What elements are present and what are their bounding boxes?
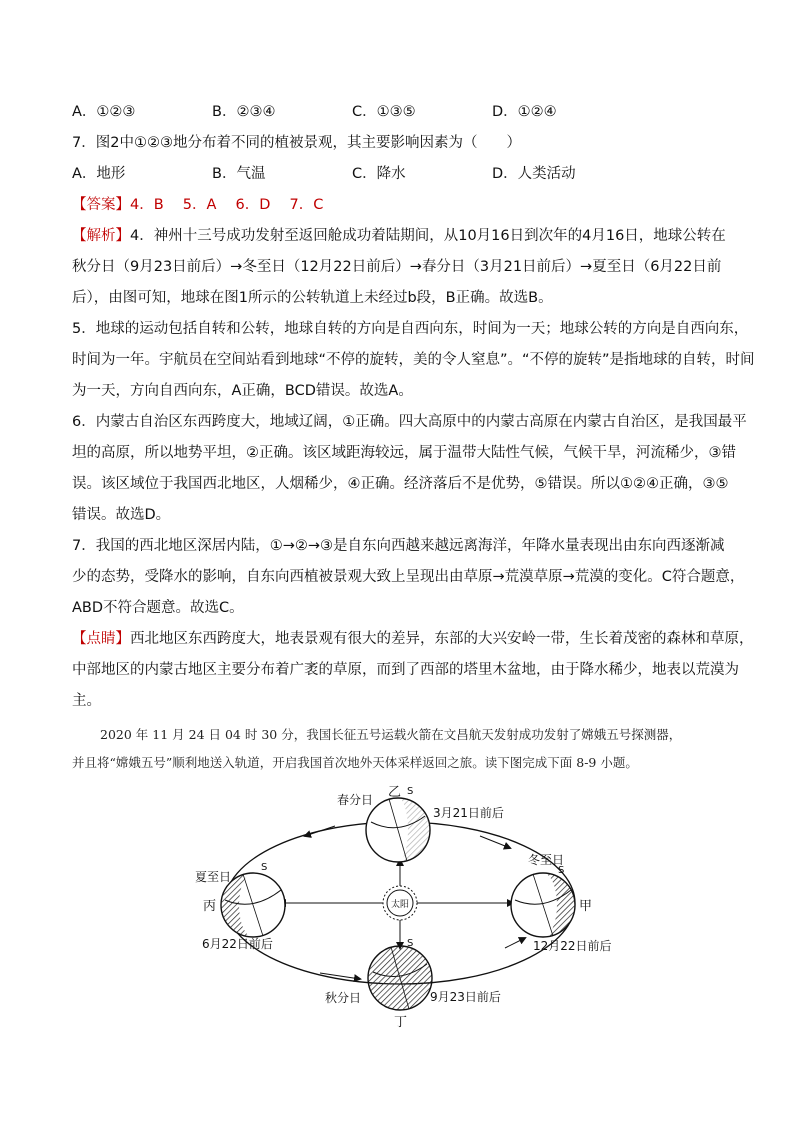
q6-option-d: D．①②④ (492, 104, 557, 120)
q6-option-a: A．①②③ (72, 104, 136, 120)
analysis-p5-line-1: 5．地球的运动包括自转和公转，地球自转的方向是自西向东，时间为一天；地球公转的方向是自西向东， (72, 321, 749, 337)
earth-orbit-diagram (185, 780, 625, 1030)
comment-line-3: 主。 (72, 693, 101, 709)
spring-date: 3月21日前后 (433, 806, 504, 820)
analysis-p6-line-2: 坦的高原，所以地势平坦，②正确。该区域距海较远，属于温带大陆性气候，气候干旱，河流稀少，③错 (72, 445, 736, 461)
intro-line-1: 2020 年 11 月 24 日 04 时 30 分，我国长征五号运载火箭在文昌航天发射成功发射了嫦娥五号探测器， (100, 727, 682, 742)
autumn-pole: S (407, 938, 414, 949)
analysis-line-1 (72, 226, 726, 246)
winter-name: 冬至日 (528, 853, 565, 867)
q7-option-b: B．气温 (212, 166, 266, 182)
summer-date: 6月22日前后 (202, 937, 273, 951)
q7-option-d: D．人类活动 (492, 166, 576, 182)
comment-text-1: 西北地区东西跨度大，地表景观有很大的差异，东部的大兴安岭一带，生长着茂密的森林和草原， (130, 631, 754, 647)
winter-pole: S (558, 865, 565, 876)
comment-line-1 (72, 629, 754, 649)
analysis-p7-line-1: 7．我国的西北地区深居内陆，①→②→③是自东向西越来越远离海洋，年降水量表现出由东向西逐渐减 (72, 538, 725, 554)
answer-tag: 【答案】 (72, 197, 130, 213)
spring-name: 春分日 (337, 793, 374, 807)
orbit-arrow-bottom-right (505, 938, 525, 948)
answer-line (72, 195, 323, 215)
analysis-p5-line-3: 为一天，方向自西向东，A正确，BCD错误。故选A。 (72, 383, 413, 399)
autumn-name: 秋分日 (325, 991, 362, 1005)
analysis-p4-line-2: 秋分日（9月23日前后）→冬至日（12月22日前后）→春分日（3月21日前后）→夏至日（6月22日前 (72, 259, 722, 275)
earth-winter (511, 873, 575, 937)
q6-option-b: B．②③④ (212, 104, 276, 120)
analysis-p5-line-2: 时间为一年。宇航员在空间站看到地球“不停的旋转，美的令人窒息”。“不停的旋转”是指地球的自转，时间 (72, 352, 755, 368)
sun-icon (383, 886, 417, 920)
analysis-p6-line-3: 误。该区域位于我国西北地区，人烟稀少，④正确。经济落后不是优势，⑤错误。所以①②④正确，③⑤ (72, 476, 729, 492)
winter-date: 12月22日前后 (533, 939, 612, 953)
spring-letter: 乙 (388, 785, 402, 800)
analysis-p6-line-1: 6．内蒙古自治区东西跨度大，地域辽阔，①正确。四大高原中的内蒙古高原在内蒙古自治区，是我国最平 (72, 414, 747, 430)
analysis-tag: 【解析】 (72, 228, 130, 244)
winter-letter: 甲 (579, 899, 593, 914)
autumn-date: 9月23日前后 (430, 990, 501, 1004)
q7-stem: 7．图2中①②③地分布着不同的植被景观，其主要影响因素为（ ） (72, 135, 521, 151)
analysis-p4-line-3: 后），由图可知，地球在图1所示的公转轨道上未经过b段，B正确。故选B。 (72, 290, 553, 306)
orbit-arrow-top (305, 826, 335, 836)
q7-option-a: A．地形 (72, 166, 126, 182)
earth-spring (366, 798, 430, 862)
sun-label: 太阳 (390, 900, 410, 910)
intro-line-2: 并且将“嫦娥五号”顺利地送入轨道，开启我国首次地外天体采样返回之旅。读下图完成下面 8-9 小题。 (72, 755, 638, 770)
analysis-p4-line-1: 4．神州十三号成功发射至返回舱成功着陆期间，从10月16日到次年的4月16日，地球公转在 (130, 228, 726, 244)
q7-option-c: C．降水 (352, 166, 406, 182)
summer-letter: 丙 (203, 899, 217, 914)
spring-pole: S (407, 786, 414, 797)
analysis-p7-line-2: 少的态势，受降水的影响，自东向西植被景观大致上呈现出由草原→荒漠草原→荒漠的变化。C符合题意， (72, 569, 745, 585)
summer-pole: S (261, 862, 268, 873)
comment-line-2: 中部地区的内蒙古地区主要分布着广袤的草原，而到了西部的塔里木盆地，由于降水稀少，地表以荒漠为 (72, 662, 739, 678)
analysis-p7-line-3: ABD不符合题意。故选C。 (72, 600, 244, 616)
earth-autumn (368, 946, 432, 1010)
q6-option-c: C．①③⑤ (352, 104, 416, 120)
summer-name: 夏至日 (195, 870, 232, 884)
analysis-p6-line-4: 错误。故选D。 (72, 507, 171, 523)
comment-tag: 【点睛】 (72, 631, 130, 647)
answer-text: 4．B 5．A 6．D 7．C (130, 197, 324, 213)
autumn-letter: 丁 (394, 1015, 408, 1030)
